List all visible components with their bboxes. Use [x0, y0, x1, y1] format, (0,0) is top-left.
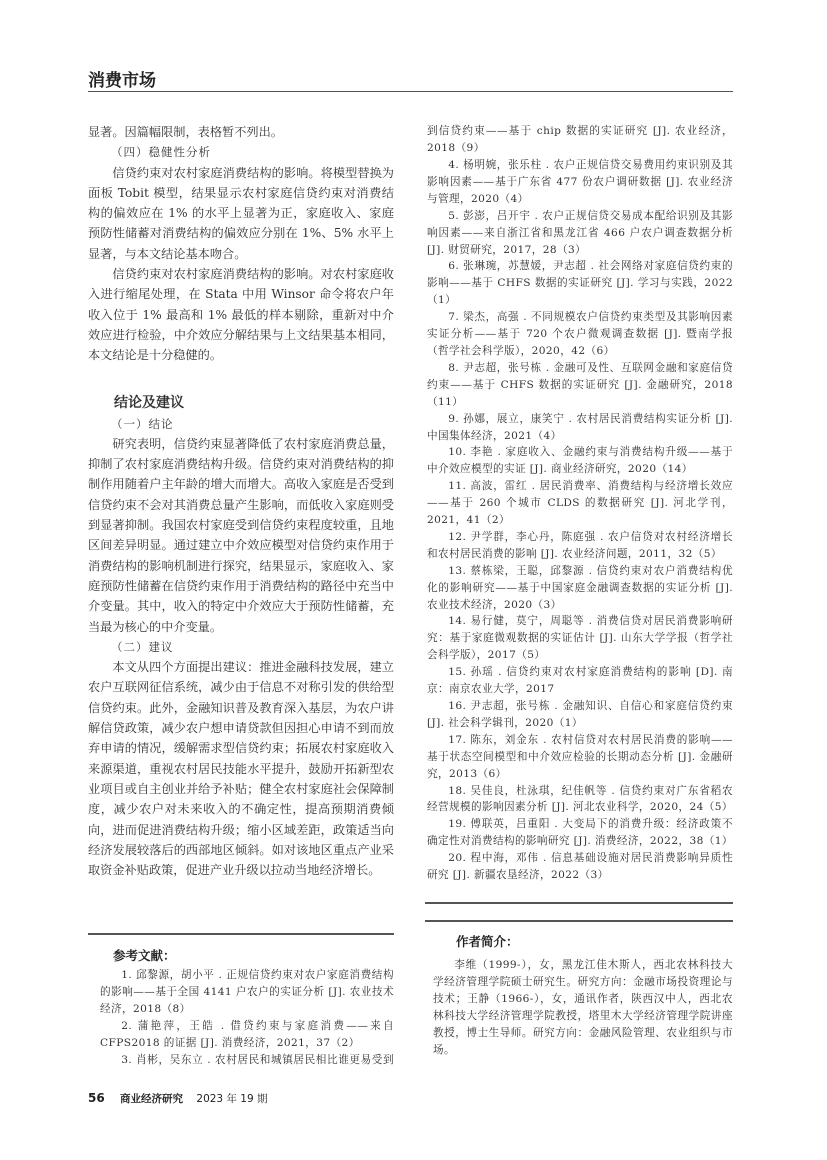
reference-item: 15. 孙瑶 . 信贷约束对农村家庭消费结构的影响 [D]. 南京：南京农业大学，2017: [427, 666, 733, 696]
references-list-left: [100, 967, 394, 1069]
reference-item: 17. 陈东，刘金东 . 农村信贷对农村居民消费的影响——基于状态空间模型和中介效应检验的长期动态分析 [J]. 金融研究，2013（6）: [427, 733, 733, 780]
reference-item: 11. 高波，雷红 . 居民消费率、消费结构与经济增长效应——基于 260 个城市 CLDS 的数据研究 [J]. 河北学刊，2021，41（2）: [427, 480, 733, 527]
reference-item: 14. 易行健，莫宁，周聪等 . 消费信贷对居民消费影响研究：基于家庭微观数据的实证估计 [J]. 山东大学学报（哲学社会科学版），2017（5）: [427, 615, 733, 662]
subheading-suggestions: （二）建议: [111, 639, 174, 654]
reference-item: 12. 尹学群，李心丹，陈庭强 . 农户信贷对农村经济增长和农村居民消费的影响 [J]. 农业经济问题，2011，32（5）: [427, 530, 733, 560]
reference-item: 6. 张琳琬，苏慧媛，尹志超 . 社会网络对家庭信贷约束的影响——基于 CHFS 数据的实证研究 [J]. 学习与实践，2022（1）: [427, 260, 733, 307]
reference-item: 9. 孙娜，展立，康笑宁 . 农村居民消费结构实证分析 [J]. 中国集体经济，2021（4）: [427, 412, 733, 442]
author-rule-top: [425, 902, 733, 904]
reference-item-continued-text: 到信贷约束——基于 chip 数据的实证研究 [J]. 农业经济，2018（9）: [427, 125, 733, 155]
reference-item: 10. 李艳 . 家庭收入、金融约束与消费结构升级——基于中介效应模型的实证 [J]. 商业经济研究，2020（14）: [427, 446, 733, 476]
issue: 2023 年 19 期: [196, 1093, 268, 1105]
reference-item: 4. 杨明婉，张乐柱 . 农户正规信贷交易费用约束识别及其影响因素——基于广东省 477 份农户调研数据 [J]. 农业经济与管理，2020（4）: [427, 159, 733, 205]
page-number: 56: [88, 1091, 105, 1105]
author-title: 作者简介：: [456, 934, 519, 949]
paragraph: 信贷约束对农村家庭消费结构的影响。将模型替换为面板 Tobit 模型，结果显示农村家庭信贷约束对消费结构的偏效应在 1% 的水平上显著为正，家庭收入、家庭预防性储蓄对消费结构的偏效应分别在 1%、5% 水平上显著，与本文结论基本吻合。: [88, 165, 394, 261]
subheading-conclusion: （一）结论: [111, 416, 174, 431]
section-header: 消费市场: [88, 71, 156, 91]
reference-item: 8. 尹志超，张号栋 . 金融可及性、互联网金融和家庭信贷约束——基于 CHFS 数据的实证研究 [J]. 金融研究，2018（11）: [427, 361, 733, 408]
author-rule-bottom: [425, 920, 733, 922]
paragraph: 研究表明，信贷约束显著降低了农村家庭消费总量，抑制了农村家庭消费结构升级。信贷约束对消费结构的抑制作用随着户主年龄的增大而增大。高收入家庭是否受到信贷约束不会对其消费总量产生影响，而低收入家庭则受到显著抑制。我国农村家庭受到信贷约束程度较重，且地区间差异明显。通过建立中介效应模型对信贷约束作用于消费结构的影响机制进行探究，结果显示，家庭收入、家庭预防性储蓄在信贷约束作用于消费结构的路径中充当中介变量。其中，收入的特定中介效应大于预防性储蓄，充当最为核心的中介变量。: [88, 436, 394, 634]
reference-item: 18. 吴佳良，杜泳琪，纪佳帆等 . 信贷约束对广东省稻农经营规模的影响因素分析 [J]. 河北农业科学，2020，24（5）: [427, 784, 733, 814]
reference-item: 20. 程中海，邓伟 . 信息基础设施对居民消费影响异质性研究 [J]. 新疆农垦经济，2022（3）: [427, 852, 733, 882]
reference-item: 2. 蒲艳萍，王皓 . 借贷约束与家庭消费——来自 CFPS2018 的证据 [J]. 消费经济，2021，37（2）: [100, 1019, 394, 1049]
paragraph: 本文从四个方面提出建议：推进金融科技发展，建立农户互联网征信系统，减少由于信息不对称引发的供给型信贷约束。此外，金融知识普及教育深入基层，为农户讲解信贷政策，减少农户想申请贷款但因担心申请不到而放弃申请的情况，缓解需求型信贷约束；拓展农村家庭收入来源渠道，重视农村居民技能水平提升，鼓励开拓新型农业项目或自主创业并给予补贴；健全农村家庭社会保障制度，减少农户对未来收入的不确定性，提高预期消费倾向，进而促进消费结构升级；缩小区域差距，政策适当向经济发展较落后的西部地区倾斜。如对该地区重点产业采取资金补贴政策，促进产业升级以拉动当地经济增长。: [88, 660, 394, 878]
reference-item: 7. 梁杰，高强 . 不同规模农户信贷约束类型及其影响因素实证分析——基于 720 个农户微观调查数据 [J]. 暨南学报（哲学社会科学版），2020，42（6）: [427, 311, 733, 357]
reference-item: 3. 肖彬，吴东立 . 农村居民和城镇居民相比谁更易受到: [121, 1053, 394, 1066]
reference-item-continued: [427, 123, 733, 157]
reference-item: 5. 彭澎，吕开宇 . 农户正规信贷交易成本配给识别及其影响因素——来自浙江省和黑龙江省 466 户农户调查数据分析 [J]. 财贸研究，2017，28（3）: [427, 209, 733, 256]
page-footer: [88, 1091, 268, 1106]
header-rule: [88, 91, 733, 92]
paragraph: 显著。因篇幅限制，表格暂不列出。: [88, 125, 283, 139]
author-bio-text: 李维（1999-），女，黑龙江佳木斯人，西北农林科技大学经济管理学院硕士研究生。研究方向：金融市场投资理论与技术；王静（1966-），女，通讯作者，陕西汉中人，西北农林科技大学经济管理学院教授，塔里木大学经济管理学院讲座教授，博士生导师。研究方向：金融风险管理、农业组织与市场。: [433, 959, 733, 1056]
references-rule: [88, 933, 394, 935]
references-title: 参考文献：: [113, 948, 176, 963]
reference-item: 13. 蔡栋梁，王聪，邱黎源 . 信贷约束对农户消费结构优化的影响研究——基于中国家庭金融调查数据的实证分析 [J]. 农业技术经济，2020（3）: [427, 564, 733, 611]
reference-item: 16. 尹志超，张号栋 . 金融知识、自信心和家庭信贷约束 [J]. 社会科学辑刊，2020（1）: [427, 700, 733, 729]
reference-item: 1. 邱黎源，胡小平 . 正规信贷约束对农户家庭消费结构的影响——基于全国 4141 户农户的实证分析 [J]. 农业技术经济，2018（8）: [100, 969, 394, 1015]
section-heading-conclusion: 结论及建议: [114, 394, 184, 411]
author-bio: [433, 957, 733, 1058]
journal-name: 商业经济研究: [120, 1093, 184, 1105]
paragraph: 信贷约束对农村家庭消费结构的影响。对农村家庭收入进行缩尾处理，在 Stata 中用 Winsor 命令将农户年收入位于 1% 最高和 1% 最低的样本剔除，重新对中介效应进行检验，中介效应分解结果与上文结果基本相同，本文结论是十分稳健的。: [88, 267, 394, 363]
references-list-right: [427, 123, 733, 884]
subheading-robustness: （四）稳健性分析: [111, 145, 211, 160]
reference-item: 19. 傅联英，吕重阳 . 大变局下的消费升级：经济政策不确定性对消费结构的影响研究 [J]. 消费经济，2022，38（1）: [427, 818, 733, 848]
left-column: [88, 122, 394, 880]
